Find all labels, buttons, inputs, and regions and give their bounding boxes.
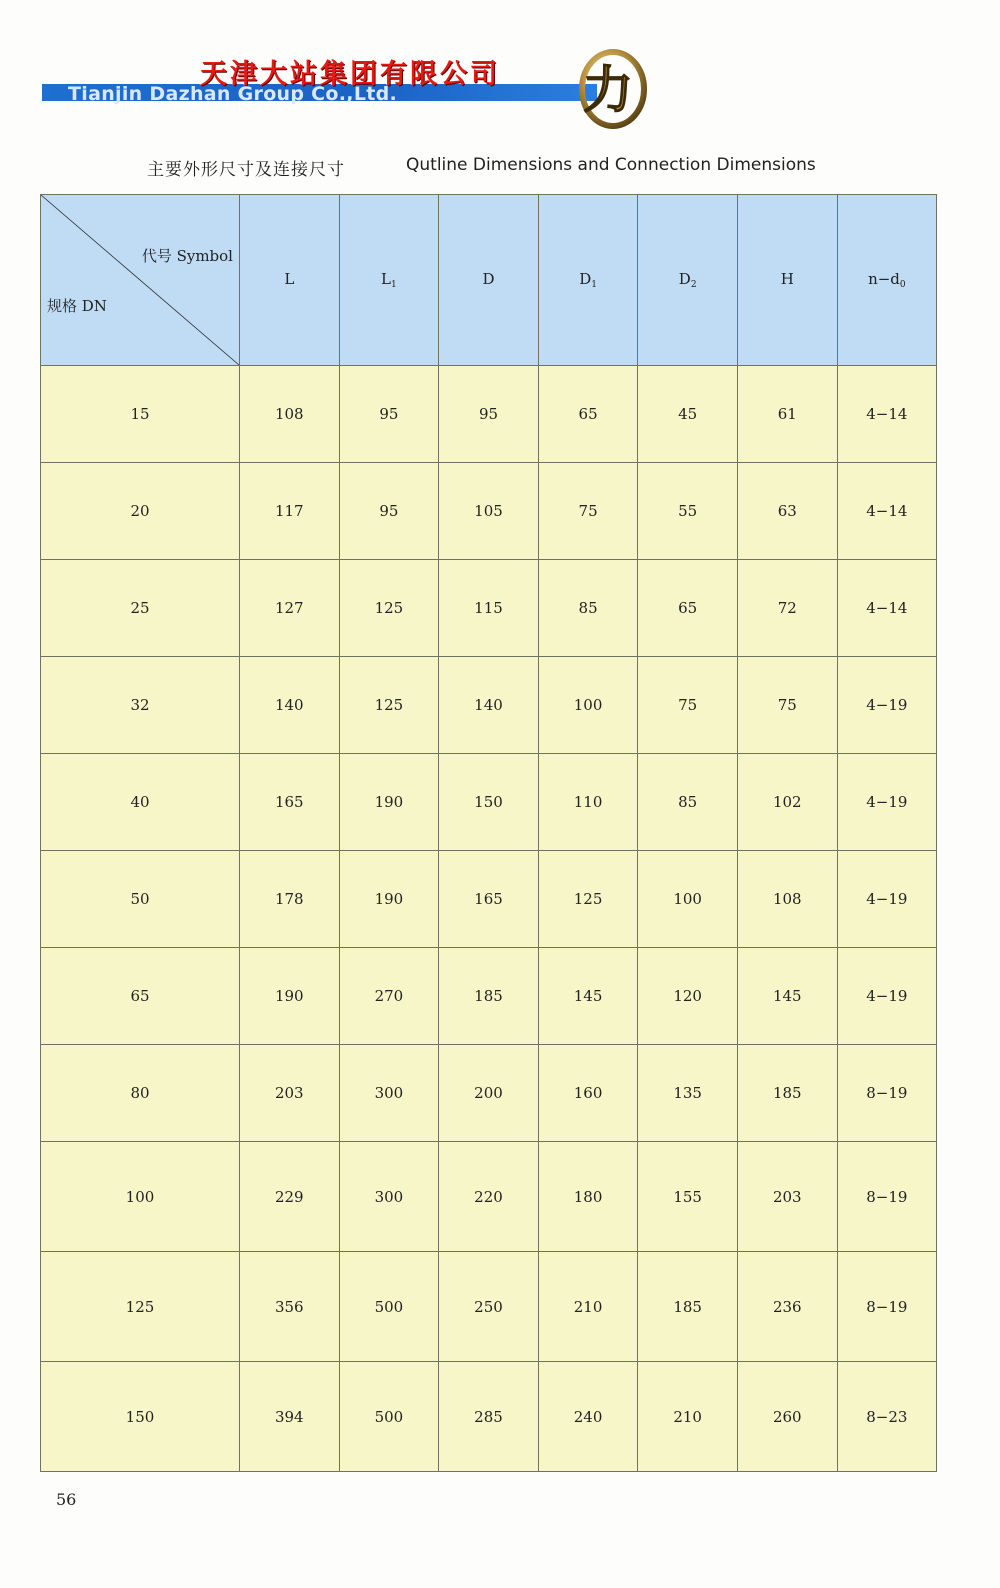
col-header-n-d0: $n-d_0$ bbox=[837, 195, 937, 366]
col-header-L1: $L_1$ bbox=[339, 195, 439, 366]
table-row bbox=[41, 1362, 937, 1472]
cell-D2: 135 bbox=[638, 1045, 738, 1142]
cell-D: 150 bbox=[439, 754, 539, 851]
cell-L: 108 bbox=[240, 366, 340, 463]
cell-L: 394 bbox=[240, 1362, 340, 1472]
cell-D1: 75 bbox=[538, 463, 638, 560]
cell-nd0: 4−19 bbox=[837, 948, 937, 1045]
cell-dn: 20 bbox=[41, 463, 240, 560]
cell-L1: 270 bbox=[339, 948, 439, 1045]
cell-L1: 190 bbox=[339, 851, 439, 948]
cell-D: 115 bbox=[439, 560, 539, 657]
cell-D2: 185 bbox=[638, 1252, 738, 1362]
cell-H: 108 bbox=[737, 851, 837, 948]
table-header-row bbox=[41, 195, 937, 366]
cell-dn: 25 bbox=[41, 560, 240, 657]
cell-D2: 45 bbox=[638, 366, 738, 463]
cell-L: 127 bbox=[240, 560, 340, 657]
col-header-D1: $D_1$ bbox=[538, 195, 638, 366]
title-cn: 主要外形尺寸及连接尺寸 bbox=[147, 160, 345, 180]
cell-L1: 500 bbox=[339, 1252, 439, 1362]
cell-D1: 145 bbox=[538, 948, 638, 1045]
cell-D1: 110 bbox=[538, 754, 638, 851]
cell-dn: 100 bbox=[41, 1142, 240, 1252]
cell-H: 203 bbox=[737, 1142, 837, 1252]
table-row bbox=[41, 1045, 937, 1142]
cell-H: 61 bbox=[737, 366, 837, 463]
page-header bbox=[0, 0, 1000, 140]
cell-L1: 125 bbox=[339, 560, 439, 657]
table-row bbox=[41, 754, 937, 851]
cell-L1: 300 bbox=[339, 1142, 439, 1252]
cell-D: 185 bbox=[439, 948, 539, 1045]
cell-D1: 240 bbox=[538, 1362, 638, 1472]
table-row bbox=[41, 948, 937, 1045]
cell-D: 165 bbox=[439, 851, 539, 948]
cell-nd0: 4−19 bbox=[837, 657, 937, 754]
cell-D2: 85 bbox=[638, 754, 738, 851]
table-row bbox=[41, 1252, 937, 1362]
cell-dn: 150 bbox=[41, 1362, 240, 1472]
cell-D: 105 bbox=[439, 463, 539, 560]
table-row bbox=[41, 657, 937, 754]
table-row bbox=[41, 366, 937, 463]
col-header-H: H bbox=[737, 195, 837, 366]
cell-D1: 210 bbox=[538, 1252, 638, 1362]
corner-header-cell bbox=[41, 195, 240, 366]
cell-D2: 120 bbox=[638, 948, 738, 1045]
logo-glyph: 力 bbox=[583, 61, 633, 119]
cell-D1: 85 bbox=[538, 560, 638, 657]
cell-H: 236 bbox=[737, 1252, 837, 1362]
cell-L: 178 bbox=[240, 851, 340, 948]
cell-D2: 210 bbox=[638, 1362, 738, 1472]
cell-D2: 100 bbox=[638, 851, 738, 948]
cell-D1: 125 bbox=[538, 851, 638, 948]
company-name-cn: 天津大站集团有限公司 bbox=[200, 59, 500, 90]
cell-L: 165 bbox=[240, 754, 340, 851]
cell-dn: 65 bbox=[41, 948, 240, 1045]
corner-symbol-label: 代号 Symbol bbox=[141, 247, 233, 265]
cell-L1: 500 bbox=[339, 1362, 439, 1472]
cell-D2: 75 bbox=[638, 657, 738, 754]
cell-H: 260 bbox=[737, 1362, 837, 1472]
cell-D2: 65 bbox=[638, 560, 738, 657]
cell-D: 285 bbox=[439, 1362, 539, 1472]
page-number: 56 bbox=[56, 1490, 77, 1509]
dimensions-table bbox=[40, 194, 937, 1472]
cell-L: 229 bbox=[240, 1142, 340, 1252]
table-row bbox=[41, 1142, 937, 1252]
cell-L: 140 bbox=[240, 657, 340, 754]
col-header-L: L bbox=[240, 195, 340, 366]
cell-nd0: 4−14 bbox=[837, 463, 937, 560]
cell-L1: 125 bbox=[339, 657, 439, 754]
cell-nd0: 8−19 bbox=[837, 1045, 937, 1142]
cell-nd0: 8−19 bbox=[837, 1142, 937, 1252]
cell-H: 63 bbox=[737, 463, 837, 560]
cell-L1: 190 bbox=[339, 754, 439, 851]
cell-nd0: 8−19 bbox=[837, 1252, 937, 1362]
cell-L: 117 bbox=[240, 463, 340, 560]
cell-nd0: 4−14 bbox=[837, 366, 937, 463]
col-header-D2: $D_2$ bbox=[638, 195, 738, 366]
cell-D: 200 bbox=[439, 1045, 539, 1142]
cell-nd0: 8−23 bbox=[837, 1362, 937, 1472]
corner-dn-label: 规格 DN bbox=[47, 297, 107, 315]
cell-dn: 32 bbox=[41, 657, 240, 754]
company-name-en: Tianjin Dazhan Group Co.,Ltd. bbox=[68, 83, 398, 105]
col-header-D: D bbox=[439, 195, 539, 366]
cell-D1: 180 bbox=[538, 1142, 638, 1252]
diagonal-divider bbox=[41, 195, 239, 365]
cell-L: 356 bbox=[240, 1252, 340, 1362]
cell-D1: 160 bbox=[538, 1045, 638, 1142]
cell-H: 75 bbox=[737, 657, 837, 754]
cell-H: 102 bbox=[737, 754, 837, 851]
cell-L1: 95 bbox=[339, 463, 439, 560]
cell-dn: 50 bbox=[41, 851, 240, 948]
cell-L: 203 bbox=[240, 1045, 340, 1142]
cell-dn: 80 bbox=[41, 1045, 240, 1142]
table-row bbox=[41, 851, 937, 948]
section-title bbox=[0, 152, 1000, 180]
cell-dn: 40 bbox=[41, 754, 240, 851]
cell-H: 145 bbox=[737, 948, 837, 1045]
cell-dn: 15 bbox=[41, 366, 240, 463]
cell-D1: 100 bbox=[538, 657, 638, 754]
cell-L: 190 bbox=[240, 948, 340, 1045]
cell-D: 220 bbox=[439, 1142, 539, 1252]
cell-L1: 95 bbox=[339, 366, 439, 463]
table-row bbox=[41, 463, 937, 560]
cell-nd0: 4−19 bbox=[837, 754, 937, 851]
company-logo-icon bbox=[575, 49, 647, 129]
table-row bbox=[41, 560, 937, 657]
cell-D: 95 bbox=[439, 366, 539, 463]
cell-L1: 300 bbox=[339, 1045, 439, 1142]
cell-D2: 55 bbox=[638, 463, 738, 560]
cell-H: 72 bbox=[737, 560, 837, 657]
cell-D: 140 bbox=[439, 657, 539, 754]
cell-D1: 65 bbox=[538, 366, 638, 463]
cell-nd0: 4−19 bbox=[837, 851, 937, 948]
cell-D2: 155 bbox=[638, 1142, 738, 1252]
cell-dn: 125 bbox=[41, 1252, 240, 1362]
cell-D: 250 bbox=[439, 1252, 539, 1362]
cell-nd0: 4−14 bbox=[837, 560, 937, 657]
cell-H: 185 bbox=[737, 1045, 837, 1142]
title-en: Qutline Dimensions and Connection Dimensions bbox=[406, 155, 816, 175]
